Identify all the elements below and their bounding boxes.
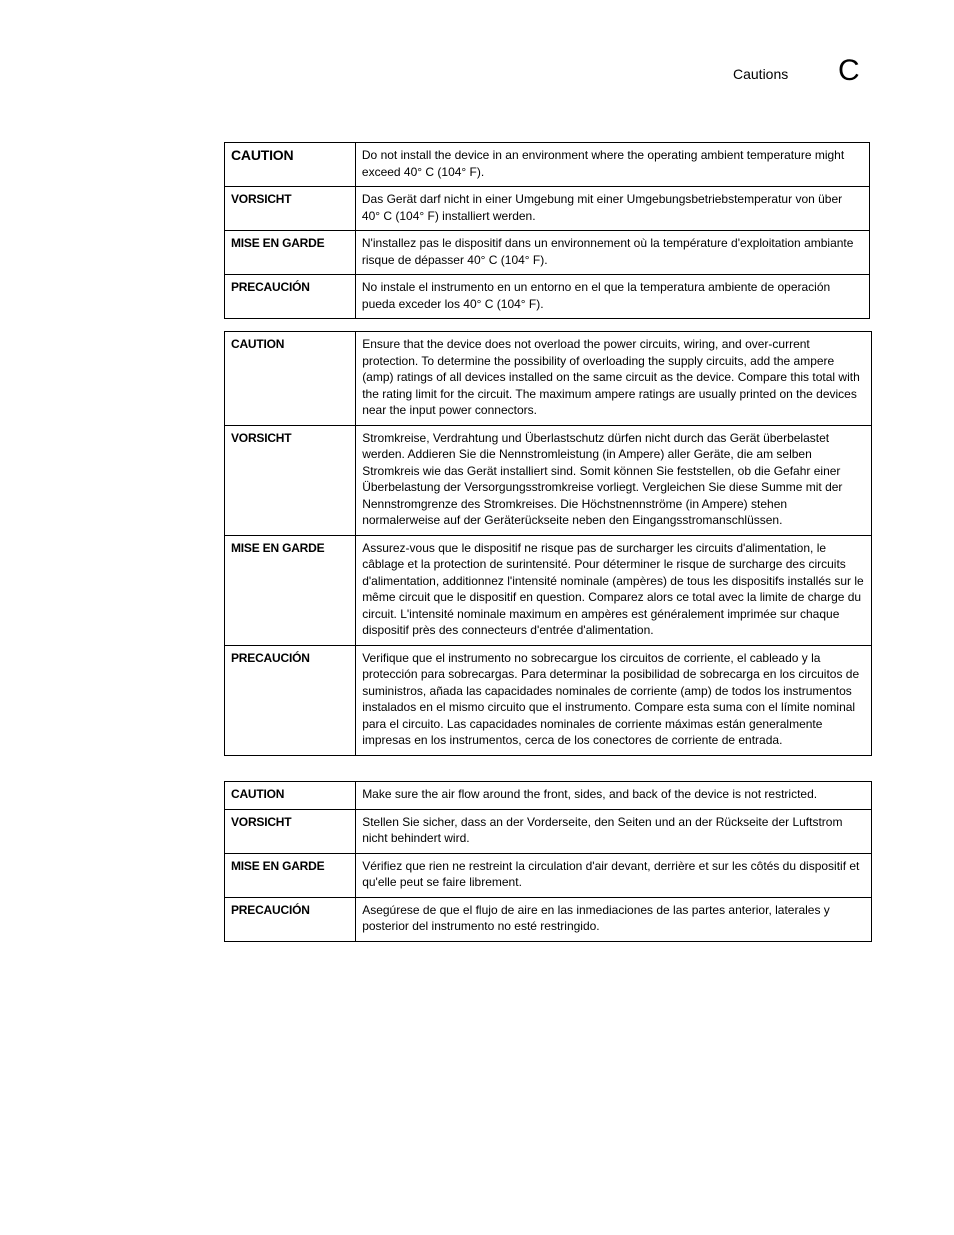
caution-label: VORSICHT xyxy=(225,425,356,535)
caution-label: CAUTION xyxy=(225,782,356,810)
caution-label: MISE EN GARDE xyxy=(225,231,356,275)
caution-label: VORSICHT xyxy=(225,809,356,853)
caution-text: Asegúrese de que el flujo de aire en las inmediaciones de las partes anterior, laterales y posterior del instrumento no esté restringido. xyxy=(356,897,872,941)
caution-text: Stellen Sie sicher, dass an der Vorderseite, den Seiten und an der Rückseite der Luftstrom nicht behindert wird. xyxy=(356,809,872,853)
caution-label: PRECAUCIÓN xyxy=(225,645,356,755)
caution-table-temperature xyxy=(224,142,870,319)
caution-table-power xyxy=(224,331,872,756)
table-row xyxy=(225,231,870,275)
caution-label: MISE EN GARDE xyxy=(225,535,356,645)
table-row xyxy=(225,425,872,535)
caution-label: PRECAUCIÓN xyxy=(225,275,356,319)
caution-text: Ensure that the device does not overload the power circuits, wiring, and over-current protection. To determine the possibility of overloading the supply circuits, add the ampere (amp) ratings of all devices installed on the same circuit as the device. Compare this total with the rating limit for the circuit. The maximum ampere ratings are usually printed on the devices near the input power connectors. xyxy=(356,332,872,426)
caution-label: MISE EN GARDE xyxy=(225,853,356,897)
caution-text: Assurez-vous que le dispositif ne risque pas de surcharger les circuits d'alimentation, le câblage et la protection de surintensité. Pour déterminer le risque de surcharge des circuits d'alimentation, additionnez l'intensité nominale (ampères) de tous les dispositifs installés sur le même circuit que le dispositif en question. Comparez alors ce total avec la limite de charge du circuit. L'intensité nominale maximum en ampères est généralement imprimée sur chaque dispositif près des connecteurs d'entrée d'alimentation. xyxy=(356,535,872,645)
caution-label: PRECAUCIÓN xyxy=(225,897,356,941)
table-row xyxy=(225,853,872,897)
table-row xyxy=(225,645,872,755)
table-row xyxy=(225,897,872,941)
caution-text: Stromkreise, Verdrahtung und Überlastschutz dürfen nicht durch das Gerät überbelastet werden. Addieren Sie die Nennstromleistung (in Ampere) aller Geräte, die am selben Stromkreis wie das Gerät installiert sind. Somit können Sie feststellen, ob die Gefahr einer Überbelastung der Versorgungsstromkreise vorliegt. Vergleichen Sie diese Summe mit der Nennstromgrenze des Stromkreises. Die Höchstnennströme (in Ampere) stehen normalerweise auf der Geräterückseite neben den Eingangsstromanschlüssen. xyxy=(356,425,872,535)
table-row xyxy=(225,187,870,231)
table-row xyxy=(225,143,870,187)
caution-label: VORSICHT xyxy=(225,187,356,231)
table-row xyxy=(225,275,870,319)
caution-text: Make sure the air flow around the front, sides, and back of the device is not restricted. xyxy=(356,782,872,810)
table-row xyxy=(225,535,872,645)
table-row xyxy=(225,332,872,426)
caution-label: CAUTION xyxy=(225,332,356,426)
caution-label: CAUTION xyxy=(225,143,356,187)
caution-text: Vérifiez que rien ne restreint la circulation d'air devant, derrière et sur les côtés du dispositif et qu'elle peut se faire librement. xyxy=(356,853,872,897)
caution-text: Do not install the device in an environment where the operating ambient temperature might exceed 40° C (104° F). xyxy=(355,143,869,187)
appendix-letter: C xyxy=(838,54,860,87)
caution-text: Das Gerät darf nicht in einer Umgebung mit einer Umgebungsbetriebstemperatur von über 40° C (104° F) installiert werden. xyxy=(355,187,869,231)
caution-text: N'installez pas le dispositif dans un environnement où la température d'exploitation ambiante risque de dépasser 40° C (104° F). xyxy=(355,231,869,275)
table-row xyxy=(225,809,872,853)
caution-text: No instale el instrumento en un entorno en el que la temperatura ambiente de operación pueda exceder los 40° C (104° F). xyxy=(355,275,869,319)
table-row xyxy=(225,782,872,810)
caution-table-airflow xyxy=(224,781,872,942)
section-title: Cautions xyxy=(733,66,789,82)
page-header xyxy=(0,56,954,92)
caution-text: Verifique que el instrumento no sobrecargue los circuitos de corriente, el cableado y la protección para sobrecargas. Para determinar la posibilidad de sobrecarga en los circuitos de suministros, añada las capacidades nominales de corriente (amp) de todos los instrumentos instalados en el mismo circuito que el instrumento. Compare esta suma con el límite nominal para el circuito. Las capacidades nominales de corriente máximas están generalmente impresas en los instrumentos, cerca de los conectores de corriente de entrada. xyxy=(356,645,872,755)
